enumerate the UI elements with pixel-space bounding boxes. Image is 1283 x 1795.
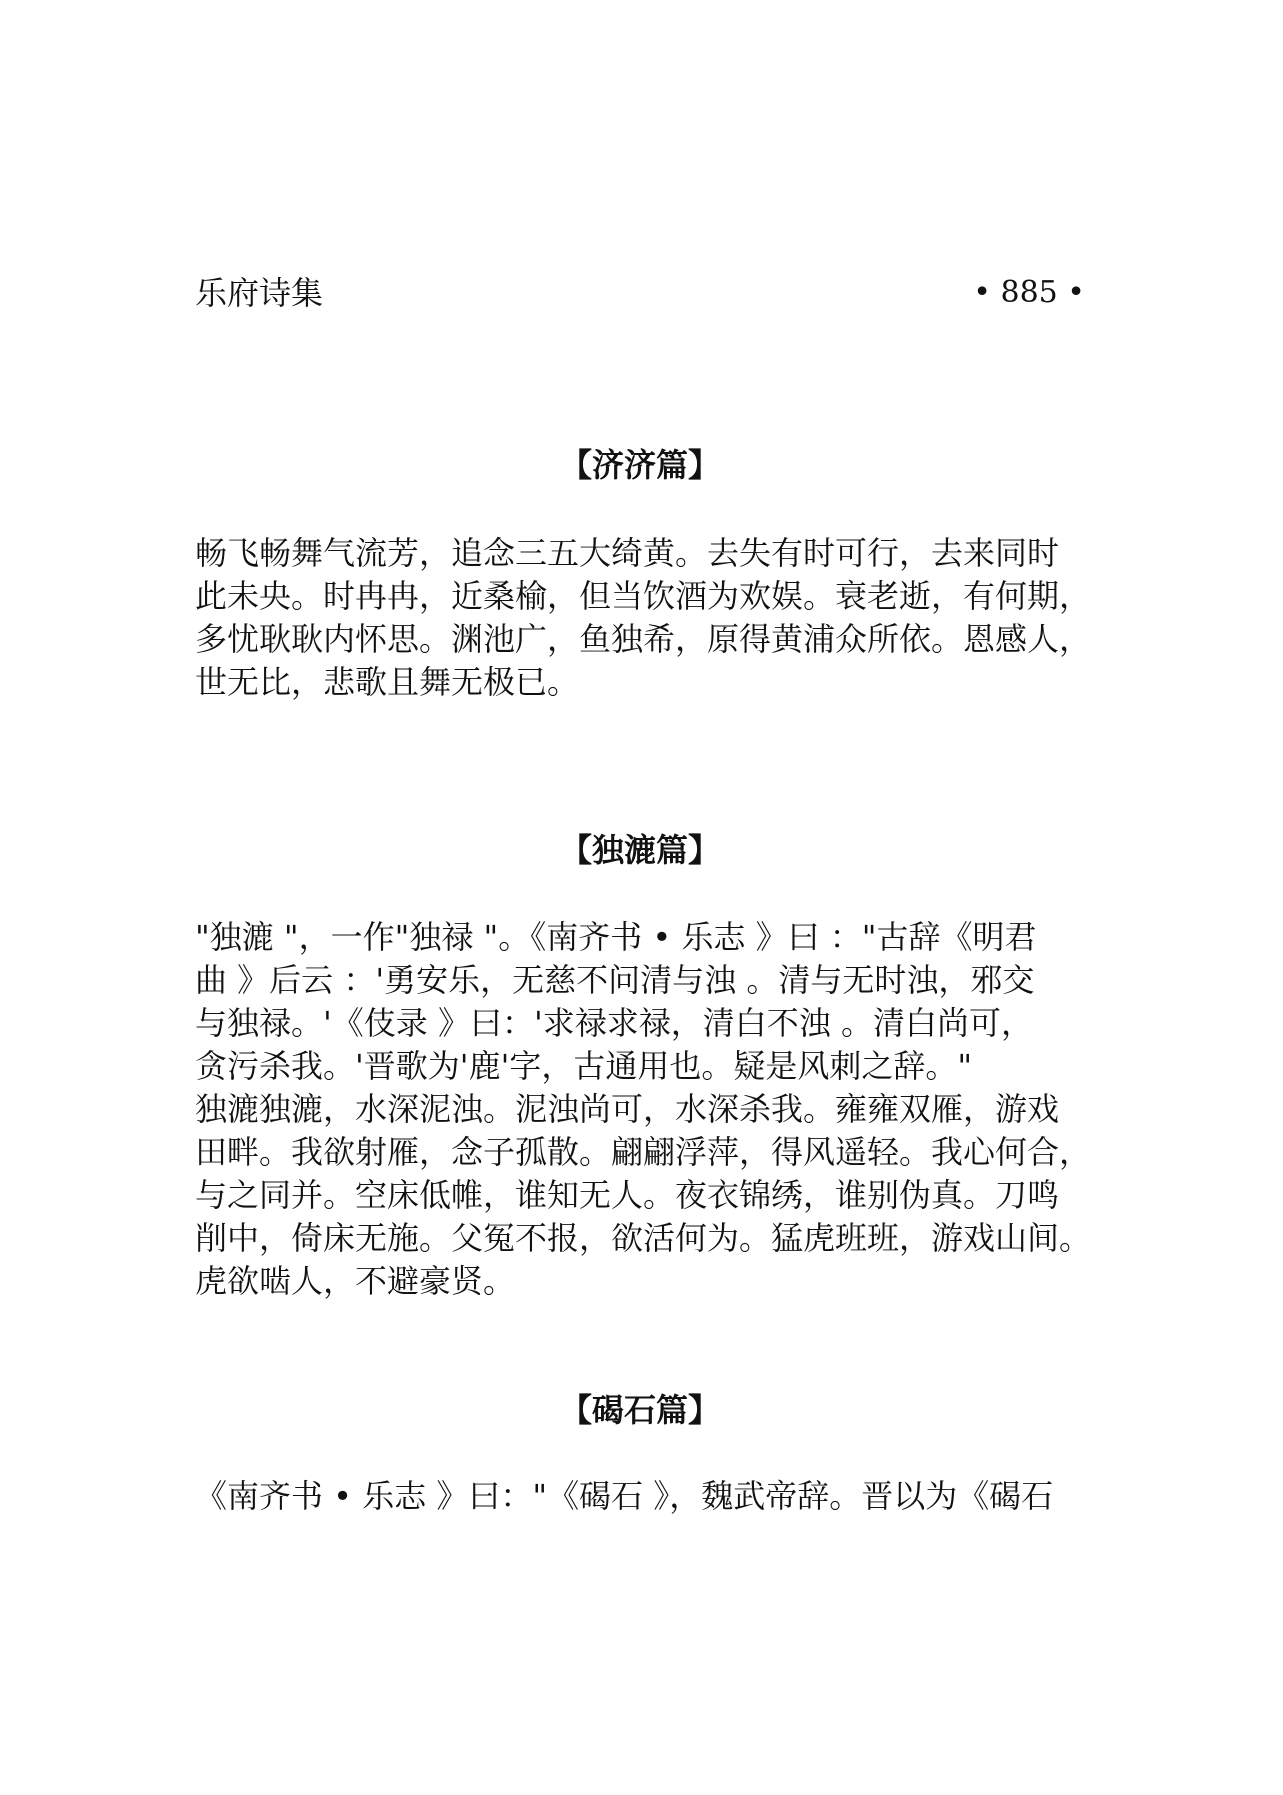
- text-line: 田畔。我欲射雁，念子孤散。翩翩浮萍，得风遥轻。我心何合，: [195, 1133, 1092, 1171]
- text-line: 曲 》后云 ：'勇安乐，无慈不问清与浊 。清与无时浊，邪交: [195, 961, 1035, 999]
- section-body-jieshi: [195, 1475, 1125, 1518]
- text-line: 世无比，悲歌且舞无极已。: [195, 663, 580, 701]
- text-line: 此未央。时冉冉，近桑榆，但当饮酒为欢娱。衰老逝，有何期，: [195, 577, 1092, 615]
- text-line: 《南齐书 • 乐志 》曰："《碣石 》，魏武帝辞。晋以为《碣石: [195, 1477, 1054, 1515]
- text-line: 贪污杀我。'晋歌为'鹿'字，古通用也。疑是风刺之辞。": [195, 1047, 973, 1085]
- section-body-jiji: [195, 532, 1125, 704]
- text-line: 独漉独漉，水深泥浊。泥浊尚可，水深杀我。雍雍双雁，游戏: [195, 1090, 1060, 1128]
- page-number: • 885 •: [973, 275, 1085, 310]
- section-title-jieshi: 【碣石篇】: [559, 1391, 720, 1429]
- page-header: [195, 268, 1085, 318]
- text-line: 畅飞畅舞气流芳，追念三五大绮黄。去失有时可行，去来同时: [195, 534, 1060, 572]
- text-line: 与独禄。'《伎录 》曰：'求禄求禄，清白不浊 。清白尚可，: [195, 1004, 1033, 1042]
- text-line: "独漉 "，一作"独禄 "。《南齐书 • 乐志 》曰 ："古辞《明君: [195, 918, 1037, 956]
- section-title-dulu: 【独漉篇】: [559, 831, 720, 869]
- text-line: 多忧耿耿内怀思。渊池广，鱼独希，原得黄浦众所依。恩感人，: [195, 620, 1092, 658]
- text-line: 削中，倚床无施。父冤不报，欲活何为。猛虎班班，游戏山间。: [195, 1219, 1092, 1257]
- text-line: 与之同并。空床低帷，谁知无人。夜衣锦绣，谁别伪真。刀鸣: [195, 1176, 1060, 1214]
- section-title-jiji: 【济济篇】: [559, 446, 720, 484]
- text-line: 虎欲啮人，不避豪贤。: [195, 1262, 516, 1300]
- book-title: 乐府诗集: [195, 274, 324, 312]
- section-body-dulu: [195, 916, 1125, 1303]
